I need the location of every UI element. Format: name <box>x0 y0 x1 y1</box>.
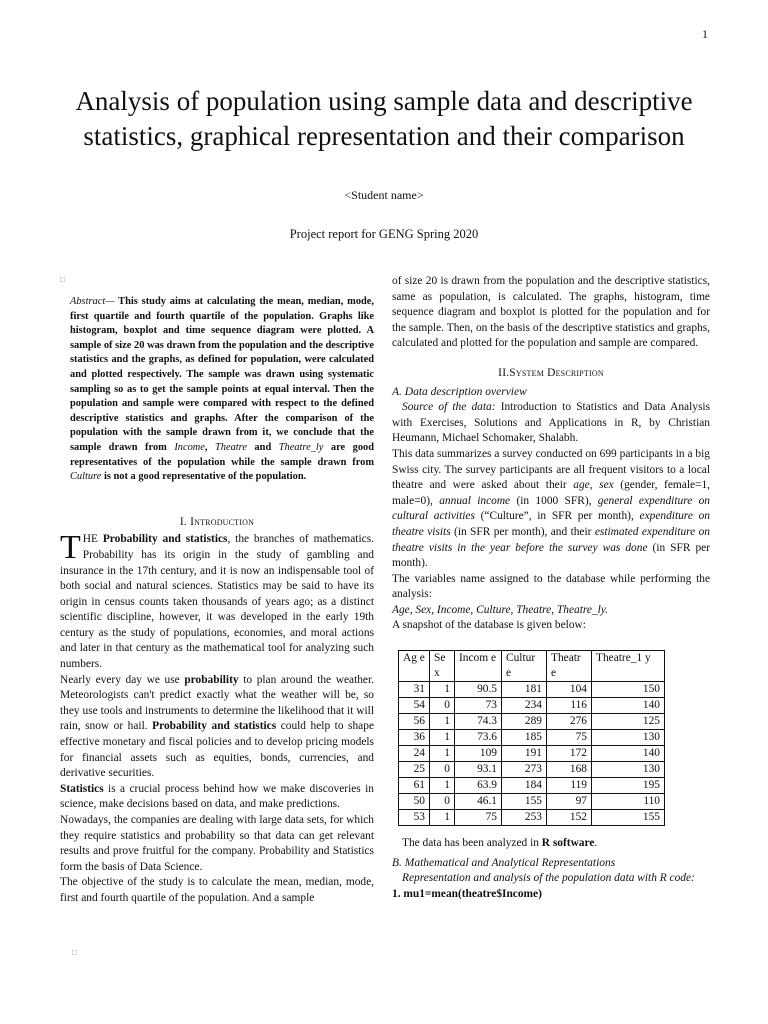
software-text: The data has been analyzed in <box>402 837 542 850</box>
table-header-row <box>399 651 665 682</box>
table-row <box>399 778 665 794</box>
variables-intro: The variables name assigned to the database while performing the analysis: <box>392 572 710 601</box>
abstract-connector: are good representatives of the population while the sample drawn from <box>70 441 375 468</box>
table-cell: 184 <box>502 778 547 794</box>
table-cell: 54 <box>399 698 430 714</box>
intro-bold: Probability and statistics <box>152 720 277 733</box>
table-cell: 110 <box>592 794 665 810</box>
abstract-text: This study aims at calculating the mean, median, mode, first quartile and fourth quartile of the population. Graphs like histogram, boxplot and time sequence diagram were plotted. A sample of size 20 was drawn from the population and the descriptive statistics and the graphs, as defined for population, were calculated and plotted respectively. The sample was drawn using systematic sampling so as to get the sample points at equal interval. Then the population and sample were compared with respect to the defined descriptive statistics and graphs. After the comparison of the population with the sample drawn from it, we conclude that the sample drawn from <box>70 296 374 453</box>
intro-paragraph-4: Nowadays, the companies are dealing with large data sets, for which they require statistics and probability so that data can get relevant results and prove fruitful for the company. Probability and Statistics form the basis of Data Science. <box>60 814 374 873</box>
table-cell: 73.6 <box>455 730 502 746</box>
table-cell: 125 <box>592 714 665 730</box>
table-row <box>399 698 665 714</box>
intro-bold: Probability and statistics <box>102 533 228 546</box>
abstract-word-theatre: Theatre <box>215 441 247 453</box>
table-cell: 253 <box>502 810 547 826</box>
survey-italic: estimated expenditure on theatre visits in the year before the survey was done <box>392 525 710 554</box>
table-cell: 63.9 <box>455 778 502 794</box>
table-cell: 289 <box>502 714 547 730</box>
table-cell: 75 <box>455 810 502 826</box>
survey-text: (in SFR per month), and their <box>450 525 595 538</box>
table-cell: 74.3 <box>455 714 502 730</box>
software-paragraph <box>392 836 710 852</box>
intro-bold: probability <box>184 673 239 686</box>
survey-italic: annual income <box>439 494 511 507</box>
table-cell: 195 <box>592 778 665 794</box>
intro-paragraph-5: The objective of the study is to calculate the mean, median, mode, first and fourth quartile of the population. And a sample <box>60 876 374 904</box>
drop-cap: T <box>60 529 81 567</box>
table-row <box>399 730 665 746</box>
table-cell: 93.1 <box>455 762 502 778</box>
table-cell: 90.5 <box>455 682 502 698</box>
table-cell: 155 <box>502 794 547 810</box>
table-header-cell: Theatr e <box>547 651 592 682</box>
survey-italic: expenditure on theatre visits <box>392 510 710 538</box>
intro-text: to plan around the weather. Meteorologists can't predict exactly what the weather will be, so they use tools and instruments to determine the likelihood that it will rain, snow or hail. <box>60 673 374 733</box>
intro-paragraph-3 <box>60 782 374 813</box>
representation-paragraph: Representation and analysis of the population data with R code: <box>402 872 695 885</box>
intro-text: could help to shape effective monetary and fiscal policies and to develop pricing models for financial assets such as equities, bonds, currencies, and derivative securities. <box>60 720 374 780</box>
table-row <box>399 810 665 826</box>
table-cell: 116 <box>547 698 592 714</box>
table-row <box>399 762 665 778</box>
abstract-connector: and <box>246 441 279 453</box>
table-cell: 46.1 <box>455 794 502 810</box>
table-cell: 1 <box>430 730 455 746</box>
survey-italic: general expenditure on cultural activities <box>392 494 710 523</box>
table-cell: 140 <box>592 698 665 714</box>
left-column <box>60 295 374 907</box>
software-text: . <box>594 837 598 850</box>
subsection-b-heading: B. Mathematical and Analytical Representations <box>392 856 616 869</box>
snapshot-intro: A snapshot of the database is given below: <box>392 619 586 632</box>
table-cell: 0 <box>430 698 455 714</box>
table-cell: 1 <box>430 714 455 730</box>
source-label: Source of the data: <box>402 401 496 414</box>
subsection-a-heading: A. Data description overview <box>392 385 527 398</box>
placeholder-marker: □ <box>60 275 65 284</box>
student-name: <Student name> <box>344 188 424 202</box>
software-bold: R software <box>541 837 595 850</box>
survey-text: (“Culture”, in SFR per month), <box>474 510 640 523</box>
abstract-word-culture: Culture <box>70 471 102 483</box>
table-header-cell: Theatre_1 y <box>592 651 665 682</box>
intro-paragraph-1 <box>60 529 374 672</box>
table-row <box>399 794 665 810</box>
abstract <box>60 295 374 485</box>
table-cell: 185 <box>502 730 547 746</box>
table-row <box>399 714 665 730</box>
table-row <box>399 746 665 762</box>
intro-bold: Statistics <box>60 782 104 795</box>
survey-text: (in SFR per month). <box>392 541 710 570</box>
table-cell: 140 <box>592 746 665 762</box>
section-heading-system-description: II.System Description <box>498 366 604 379</box>
table-cell: 104 <box>547 682 592 698</box>
table-cell: 53 <box>399 810 430 826</box>
table-cell: 152 <box>547 810 592 826</box>
table-row <box>399 682 665 698</box>
table-cell: 50 <box>399 794 430 810</box>
table-cell: 191 <box>502 746 547 762</box>
table-cell: 181 <box>502 682 547 698</box>
variables-list <box>392 603 710 619</box>
table-header-cell: Incom e <box>455 651 502 682</box>
table-cell: 1 <box>430 682 455 698</box>
table-cell: 36 <box>399 730 430 746</box>
table-header-cell: Ag e <box>399 651 430 682</box>
project-line: Project report for GENG Spring 2020 <box>289 227 479 241</box>
table-cell: 150 <box>592 682 665 698</box>
table-cell: 119 <box>547 778 592 794</box>
variables-italic: Age, Sex, Income, Culture, Theatre, Theatre_ly. <box>392 603 609 616</box>
survey-text: This data summarizes a survey conducted on 699 participants in a big Swiss city. The survey participants are all frequent visitors to a local theatre and were asked about their <box>392 447 710 492</box>
table-cell: 1 <box>430 810 455 826</box>
table-cell: 25 <box>399 762 430 778</box>
table-cell: 0 <box>430 794 455 810</box>
table-cell: 1 <box>430 778 455 794</box>
intro-text: HE <box>82 533 103 546</box>
table-cell: 24 <box>399 746 430 762</box>
right-column <box>392 274 710 902</box>
survey-text: (in 1000 SFR), <box>510 494 598 507</box>
table-cell: 172 <box>547 746 592 762</box>
table-cell: 61 <box>399 778 430 794</box>
abstract-word-theatre-ly: Theatre_ly <box>278 441 324 453</box>
table-cell: 97 <box>547 794 592 810</box>
intro-text: Nearly every day we use <box>60 673 185 686</box>
table-cell: 130 <box>592 730 665 746</box>
abstract-dash: — <box>105 296 115 307</box>
table-body <box>399 682 665 826</box>
table-cell: 273 <box>502 762 547 778</box>
intro-text: is a crucial process behind how we make discoveries in science, make decisions based on data, and make predictions. <box>60 782 374 811</box>
table-header-cell: Cultur e <box>502 651 547 682</box>
database-table <box>398 650 665 826</box>
survey-paragraph <box>392 447 710 572</box>
table-cell: 109 <box>455 746 502 762</box>
table-cell: 130 <box>592 762 665 778</box>
survey-italic: age, sex <box>573 479 614 492</box>
table-cell: 234 <box>502 698 547 714</box>
intro-paragraph-2 <box>60 673 374 782</box>
paper-title: Analysis of population using sample data and descriptive statistics, graphical representation and their comparison <box>75 86 693 151</box>
survey-text: (gender, female=1, male=0), <box>392 479 711 507</box>
source-text: Introduction to Statistics and Data Analysis with Exercises, Solutions and Applications in R, by Christian Heumann, Michael Schomaker, Shalabh. <box>392 401 711 445</box>
table-cell: 168 <box>547 762 592 778</box>
abstract-word-income: Income <box>174 441 205 453</box>
table-cell: 56 <box>399 714 430 730</box>
placeholder-marker-bottom: □ <box>72 948 77 957</box>
abstract-connector: , <box>204 441 216 453</box>
table-cell: 0 <box>430 762 455 778</box>
intro-text: , the branches of mathematics. Probability has its origin in the study of gambling and insurance in the 17th century, and it is now an indispensable tool of both social and natural sciences. Statistics may be said to have its origin in census counts taken thousands of years ago; as a distinct scientific discipline, however, it was developed in the early 19th century as the study of populations, economies, and moral actions and later in that century as the mathematical tool for analyzing such numbers. <box>60 533 374 671</box>
table-cell: 1 <box>430 746 455 762</box>
section-heading-introduction: I. Introduction <box>179 515 255 528</box>
abstract-label: Abstract <box>70 296 106 307</box>
table-header-cell: Se x <box>430 651 455 682</box>
table-cell: 31 <box>399 682 430 698</box>
right-paragraph-1: of size 20 is drawn from the population and the descriptive statistics, same as population, is calculated. The graphs, histogram, time sequence diagram and boxplot is plotted for the population and for the sample. Then, on the basis of the descriptive statistics and graphs, calculated and plotted for the population and sample are compared. <box>392 275 710 350</box>
r-code-line: 1. mu1=mean(theatre$Income) <box>392 887 542 900</box>
abstract-connector: is not a good representative of the population. <box>101 471 307 483</box>
table-cell: 75 <box>547 730 592 746</box>
table-cell: 73 <box>455 698 502 714</box>
page-number: 1 <box>702 27 708 41</box>
table-cell: 155 <box>592 810 665 826</box>
table-cell: 276 <box>547 714 592 730</box>
source-paragraph <box>392 400 710 447</box>
